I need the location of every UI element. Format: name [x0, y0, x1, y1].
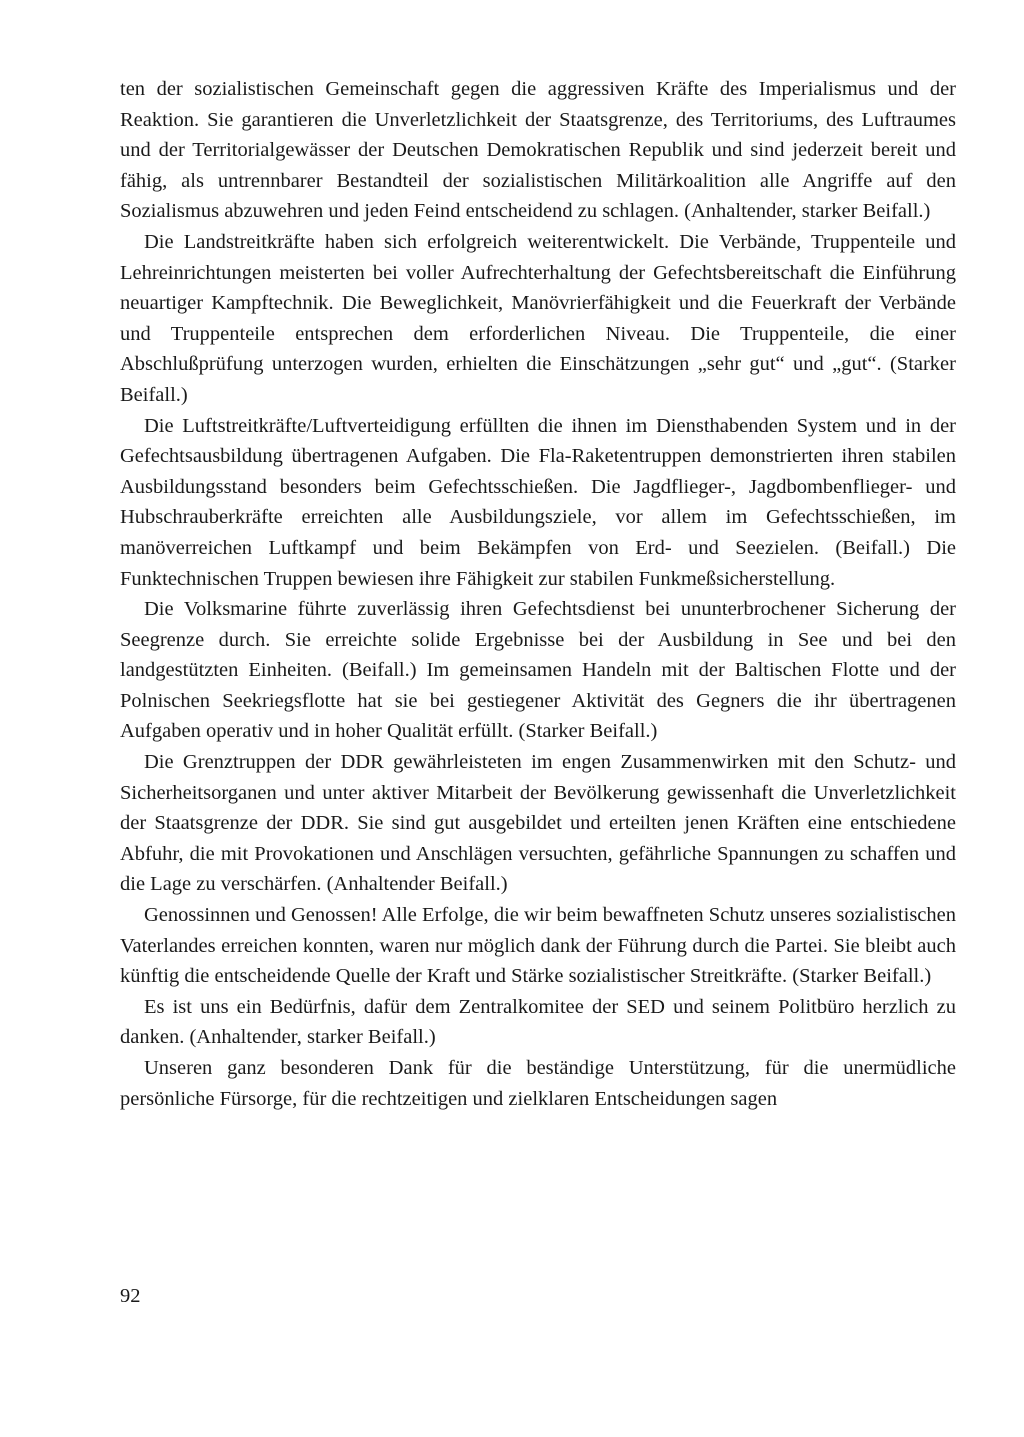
paragraph-6: Genossinnen und Genossen! Alle Erfolge, die wir beim bewaffneten Schutz unseres sozialistischen Vaterlandes erreichen konnten, waren nur möglich dank der Führung durch die Partei. Sie bleibt auch künftig die entscheidende Quelle der Kraft und Stärke sozialistischer Streitkräfte. (Starker Beifall.) [120, 904, 956, 988]
page-number: 92 [120, 1285, 141, 1307]
paragraph-7: Es ist uns ein Bedürfnis, dafür dem Zentralkomitee der SED und seinem Politbüro herzlich zu danken. (Anhaltender, starker Beifall.) [120, 995, 956, 1049]
body-text [120, 74, 956, 1114]
paragraph-5: Die Grenztruppen der DDR gewährleisteten im engen Zusammenwirken mit den Schutz- und Sicherheitsorganen und unter aktiver Mitarbeit der Bevölkerung gewissenhaft die Unverletzlichkeit der Staatsgrenze der DDR. Sie sind gut ausgebildet und erteilten jenen Kräften eine entschiedene Abfuhr, die mit Provokationen und Anschlägen versuchten, gefährliche Spannungen zu schaffen und die Lage zu verschärfen. (Anhaltender Beifall.) [120, 751, 956, 896]
paragraph-3: Die Luftstreitkräfte/Luftverteidigung erfüllten die ihnen im Diensthabenden System und in der Gefechtsausbildung übertragenen Aufgaben. Die Fla-Raketentruppen demonstrierten ihren stabilen Ausbildungsstand besonders beim Gefechtsschießen. Die Jagdflieger-, Jagdbombenflieger- und Hubschrauberkräfte erreichten alle Ausbildungsziele, vor allem im Gefechtsschießen, im manöverreichen Luftkampf und beim Bekämpfen von Erd- und Seezielen. (Beifall.) Die Funktechnischen Truppen bewiesen ihre Fähigkeit zur stabilen Funkmeßsicherstellung. [120, 414, 956, 590]
paragraph-2: Die Landstreitkräfte haben sich erfolgreich weiterentwickelt. Die Verbände, Truppenteile und Lehreinrichtungen meisterten bei voller Aufrechterhaltung der Gefechtsbereitschaft die Einführung neuartiger Kampftechnik. Die Beweglichkeit, Manövrierfähigkeit und die Feuerkraft der Verbände und Truppenteile entsprechen dem erforderlichen Niveau. Die Truppenteile, die einer Abschlußprüfung unterzogen wurden, erhielten die Einschätzungen „sehr gut“ und „gut“. (Starker Beifall.) [120, 230, 956, 406]
paragraph-1: ten der sozialistischen Gemeinschaft gegen die aggressiven Kräfte des Imperialismus und der Reaktion. Sie garantieren die Unverletzlichkeit der Staatsgrenze, des Territoriums, des Luftraumes und der Territorialgewässer der Deutschen Demokratischen Republik und sind jederzeit bereit und fähig, als untrennbarer Bestandteil der sozialistischen Militärkoalition alle Angriffe auf den Sozialismus abzuwehren und jeden Feind entscheidend zu schlagen. (Anhaltender, starker Beifall.) [120, 78, 956, 223]
paragraph-4: Die Volksmarine führte zuverlässig ihren Gefechtsdienst bei ununterbrochener Sicherung der Seegrenze durch. Sie erreichte solide Ergebnisse bei der Ausbildung in See und bei den landgestützten Einheiten. (Beifall.) Im gemeinsamen Handeln mit der Baltischen Flotte und der Polnischen Seekriegsflotte hat sie bei gestiegener Aktivität des Gegners die ihr übertragenen Aufgaben operativ und in hoher Qualität erfüllt. (Starker Beifall.) [120, 598, 956, 743]
paragraph-8: Unseren ganz besonderen Dank für die beständige Unterstützung, für die unermüdliche persönliche Fürsorge, für die rechtzeitigen und zielklaren Entscheidungen sagen [120, 1057, 956, 1110]
